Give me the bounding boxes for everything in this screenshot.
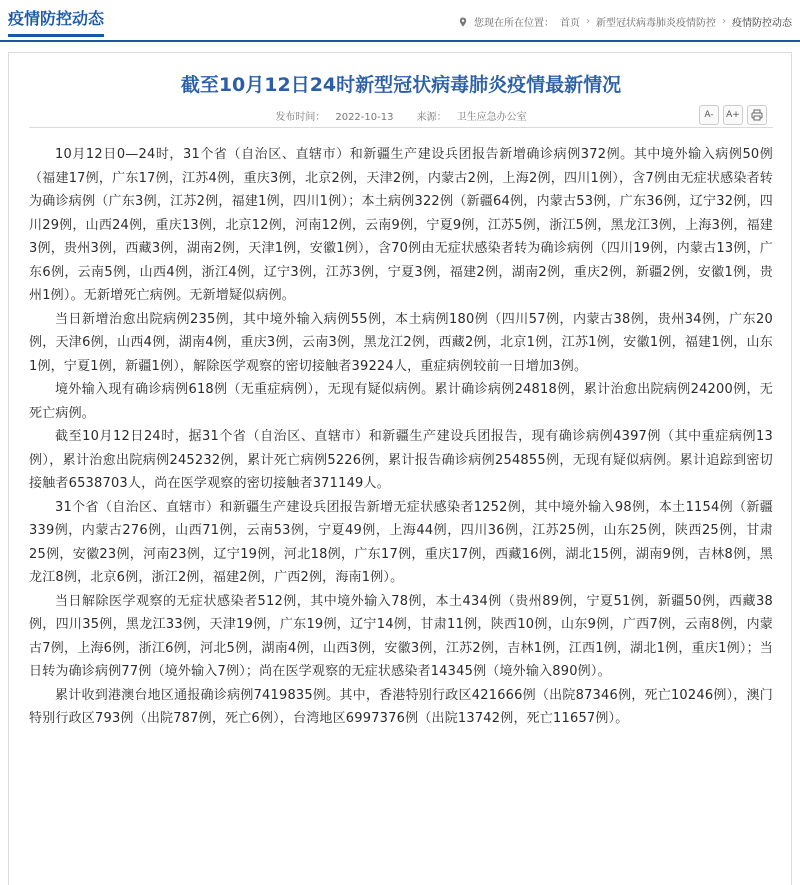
breadcrumb-current: 疫情防控动态: [732, 18, 792, 29]
article-card: [8, 52, 792, 885]
top-bar: [0, 0, 800, 42]
printer-icon: [751, 109, 763, 121]
breadcrumb-prefix: 您现在所在位置：: [474, 18, 554, 29]
article-paragraph: 10月12日0—24时，31个省（自治区、直辖市）和新疆生产建设兵团报告新增确诊病例372例。其中境外输入病例50例（福建17例，广东17例，江苏4例，重庆3例，北京2例，天津2例，内蒙古2例，上海2例，四川1例），含7例由无症状感染者转为确诊病例（广东3例，江苏2例，福建1例，四川1例）；本土病例322例（新疆64例，内蒙古53例，广东36例，辽宁32例，四川29例，山西24例，重庆13例，北京12例，河南12例，云南9例，宁夏9例，江苏5例，浙江5例，黑龙江3例，上海3例，福建3例，贵州3例，西藏3例，湖南2例，天津1例，安徽1例），含70例由无症状感染者转为确诊病例（四川19例，内蒙古13例，广东6例，云南5例，山西4例，浙江4例，辽宁3例，江苏3例，宁夏3例，福建2例，湖南2例，重庆2例，新疆2例，安徽1例，贵州1例）。无新增死亡病例。无新增疑似病例。: [29, 147, 773, 303]
article-paragraph: 当日新增治愈出院病例235例，其中境外输入病例55例，本土病例180例（四川57例，内蒙古38例，贵州34例，广东20例，天津6例，山西4例，湖南4例，重庆3例，云南3例，黑龙江2例，西藏2例，北京1例，江苏1例，安徽1例，福建1例，山东1例，宁夏1例，新疆1例），解除医学观察的密切接触者39224人，重症病例较前一日增加3例。: [29, 311, 773, 374]
section-title: 疫情防控动态: [8, 10, 104, 37]
article-paragraph: 当日解除医学观察的无症状感染者512例，其中境外输入78例，本土434例（贵州89例，宁夏51例，新疆50例，西藏38例，四川35例，黑龙江33例，天津19例，广东19例，辽宁14例，甘肃11例，陕西10例，山东9例，广西7例，云南8例，内蒙古7例，上海6例，浙江6例，河北5例，湖南4例，山西3例，安徽3例，江苏2例，吉林1例，江西1例，湖北1例，重庆1例）；当日转为确诊病例77例（境外输入7例）；尚在医学观察的无症状感染者14345例（境外输入890例）。: [29, 593, 773, 679]
breadcrumb-home-link[interactable]: 首页: [560, 18, 580, 29]
article-paragraph: 累计收到港澳台地区通报确诊病例7419835例。其中，香港特别行政区421666例（出院87346例，死亡10246例），澳门特别行政区793例（出院787例，死亡6例），台湾地区6997376例（出院13742例，死亡11657例）。: [29, 687, 773, 726]
article-tools: [699, 105, 767, 125]
location-pin-icon: [458, 17, 468, 27]
article-paragraph: 31个省（自治区、直辖市）和新疆生产建设兵团报告新增无症状感染者1252例，其中境外输入98例，本土1154例（新疆339例，内蒙古276例，山西71例，云南53例，宁夏49例，上海44例，四川36例，江苏25例，山东25例，陕西25例，甘肃25例，安徽23例，河南23例，辽宁19例，河北18例，广东17例，重庆17例，西藏16例，湖北15例，湖南9例，吉林8例，黑龙江8例，北京6例，浙江2例，福建2例，广西2例，海南1例）。: [29, 499, 773, 585]
publish-label: 发布时间：: [275, 112, 326, 123]
article-paragraph: 截至10月12日24时，据31个省（自治区、直辖市）和新疆生产建设兵团报告，现有确诊病例4397例（其中重症病例13例），累计治愈出院病例245232例，累计死亡病例5226例，累计报告确诊病例254855例，无现有疑似病例。累计追踪到密切接触者6538703人，尚在医学观察的密切接触者371149人。: [29, 429, 773, 491]
article-title: 截至10月12日24时新型冠状病毒肺炎疫情最新情况: [180, 74, 622, 96]
breadcrumb-separator: ›: [722, 16, 726, 27]
article-paragraph: 境外输入现有确诊病例618例（无重症病例），无现有疑似病例。累计确诊病例24818例，累计治愈出院病例24200例，无死亡病例。: [29, 382, 773, 421]
breadcrumb-separator: ›: [586, 16, 590, 27]
source-name: 卫生应急办公室: [456, 112, 527, 123]
article-body: [29, 143, 773, 731]
title-divider: [29, 127, 773, 128]
print-button[interactable]: [747, 105, 767, 125]
font-smaller-button[interactable]: A-: [699, 105, 719, 125]
font-larger-button[interactable]: A+: [723, 105, 743, 125]
breadcrumb: [458, 14, 792, 29]
breadcrumb-parent-link[interactable]: 新型冠状病毒肺炎疫情防控: [596, 18, 716, 29]
source-label: 来源：: [416, 112, 447, 123]
article-meta: [9, 108, 793, 123]
publish-date: 2022-10-13: [335, 112, 394, 123]
